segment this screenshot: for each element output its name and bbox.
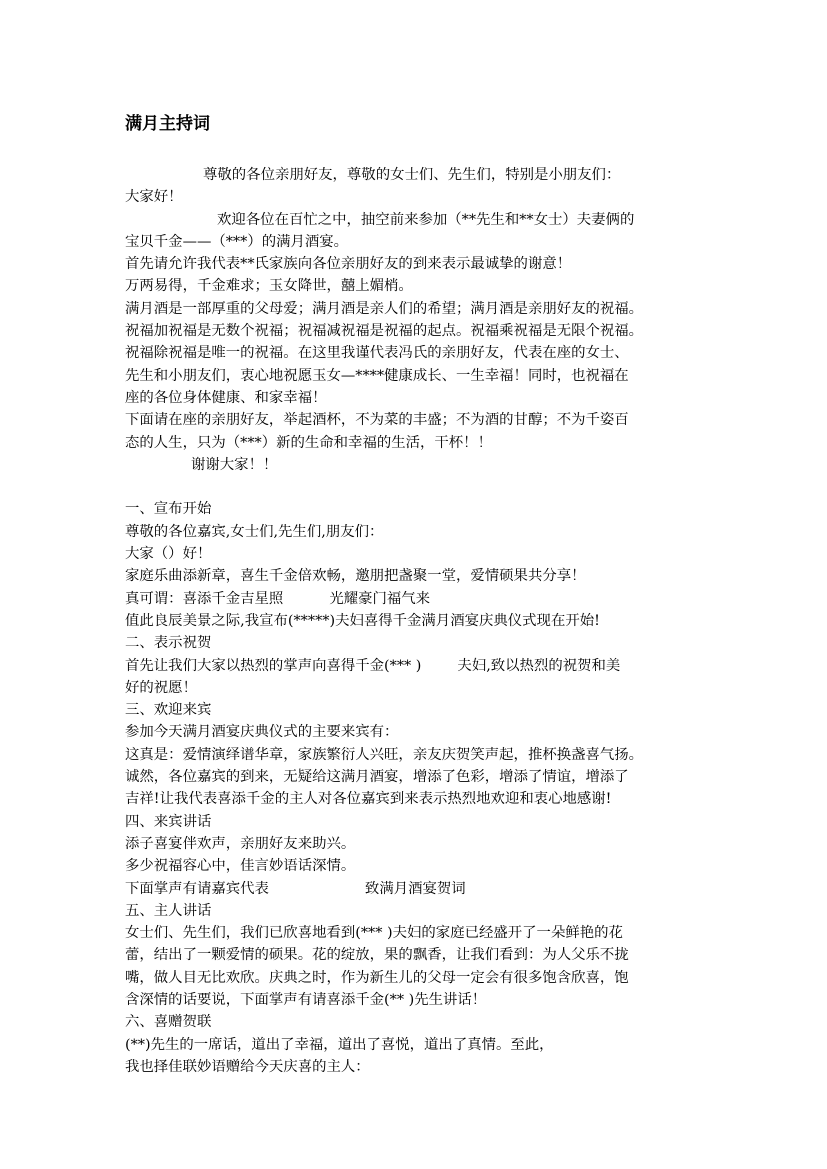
document-body (125, 164, 705, 1078)
text-segment: 下面掌声有请嘉宾代表 (125, 880, 269, 897)
page-title: 满月主持词 (125, 114, 210, 134)
section-heading: 六、喜赠贺联 (125, 1014, 212, 1031)
text-line (125, 878, 705, 900)
text-line: 女士们、先生们，我们已欣喜地看到(*** )夫妇的家庭已经盛开了一朵鲜艳的花 (125, 925, 623, 942)
text-line: 好的祝愿！ (125, 679, 197, 696)
text-segment: 夫妇,致以热烈的祝贺和美 (457, 657, 621, 674)
blank-line (125, 476, 705, 498)
text-line: 下面请在座的亲朋好友，举起酒杯，不为菜的丰盛；不为酒的甘醇；不为千姿百 (125, 412, 629, 429)
couplet-second: 光耀豪门福气来 (329, 590, 431, 607)
text-line: 含深情的话要说，下面掌声有请喜添千金(** )先生讲话！ (125, 991, 487, 1008)
text-segment: 致满月酒宴贺词 (364, 880, 466, 897)
text-line: 先生和小朋友们，衷心地祝愿玉女—****健康成长、一生幸福！同时，也祝福在 (125, 367, 629, 384)
text-line: 蕾，结出了一颗爱情的硕果。花的绽放，果的飘香，让我们看到：为人父乐不拢 (125, 947, 629, 964)
section-heading: 四、来宾讲话 (125, 813, 212, 830)
text-line: 尊敬的各位嘉宾,女士们,先生们,朋友们： (125, 523, 384, 540)
text-line: 家庭乐曲添新章，喜生千金倍欢畅，邀朋把盏聚一堂，爱情硕果共分享！ (125, 568, 586, 585)
section-heading: 三、欢迎来宾 (125, 702, 212, 719)
section-heading: 五、主人讲话 (125, 902, 212, 919)
text-line: 座的各位身体健康、和家幸福！ (125, 389, 327, 406)
text-line: 宝贝千金——（***）的满月酒宴。 (125, 233, 349, 250)
text-line: 参加今天满月酒宴庆典仪式的主要来宾有： (125, 724, 399, 741)
text-line: 这真是：爱情演绎谱华章，家族繁衍人兴旺，亲友庆贺笑声起，推杯换盏喜气扬。 (125, 746, 644, 763)
text-line: 欢迎各位在百忙之中，抽空前来参加（**先生和**女士）夫妻俩的 (217, 211, 635, 228)
text-line: 谢谢大家！！ (191, 456, 278, 473)
section-heading: 二、表示祝贺 (125, 635, 212, 652)
section-heading: 一、宣布开始 (125, 501, 212, 518)
text-line: 多少祝福容心中，佳言妙语话深情。 (125, 858, 356, 875)
text-line: 大家（）好！ (125, 546, 212, 563)
text-line: 吉祥!让我代表喜添千金的主人对各位嘉宾到来表示热烈地欢迎和衷心地感谢! (125, 791, 612, 808)
text-segment: 首先让我们大家以热烈的掌声向喜得千金(*** ) (125, 657, 422, 674)
text-line: 值此良辰美景之际,我宣布(*****)夫妇喜得千金满月酒宴庆典仪式现在开始! (125, 612, 600, 629)
text-line (125, 655, 705, 677)
text-line: 首先请允许我代表**氏家族向各位亲朋好友的到来表示最诚挚的谢意！ (125, 256, 572, 273)
text-line: 诚然，各位嘉宾的到来，无疑给这满月酒宴，增添了色彩，增添了情谊，增添了 (125, 769, 629, 786)
text-line (125, 588, 705, 610)
text-line: 我也择佳联妙语赠给今天庆喜的主人： (125, 1058, 370, 1075)
text-line: 祝福加祝福是无数个祝福；祝福减祝福是祝福的起点。祝福乘祝福是无限个祝福。 (125, 323, 644, 340)
text-line: 尊敬的各位亲朋好友，尊敬的女士们、先生们，特别是小朋友们： (203, 167, 621, 183)
text-line: 满月酒是一部厚重的父母爱；满月酒是亲人们的希望；满月酒是亲朋好友的祝福。 (125, 300, 644, 317)
text-line: 态的人生，只为（***）新的生命和幸福的生活，干杯！！ (125, 434, 492, 451)
text-line: 祝福除祝福是唯一的祝福。在这里我谨代表冯氏的亲朋好友，代表在座的女士、 (125, 345, 629, 362)
couplet-first: 真可谓：喜添千金吉星照 (125, 590, 284, 607)
text-line: 嘴，做人目无比欢欣。庆典之时，作为新生儿的父母一定会有很多饱含欣喜，饱 (125, 969, 629, 986)
text-line: 添子喜宴伴欢声，亲朋好友来助兴。 (125, 835, 356, 852)
text-line: 万两易得，千金难求；玉女降世，囍上媚梢。 (125, 278, 413, 295)
text-line: (**)先生的一席话，道出了幸福，道出了喜悦，道出了真情。至此， (125, 1036, 554, 1053)
text-line: 大家好！ (125, 189, 183, 206)
